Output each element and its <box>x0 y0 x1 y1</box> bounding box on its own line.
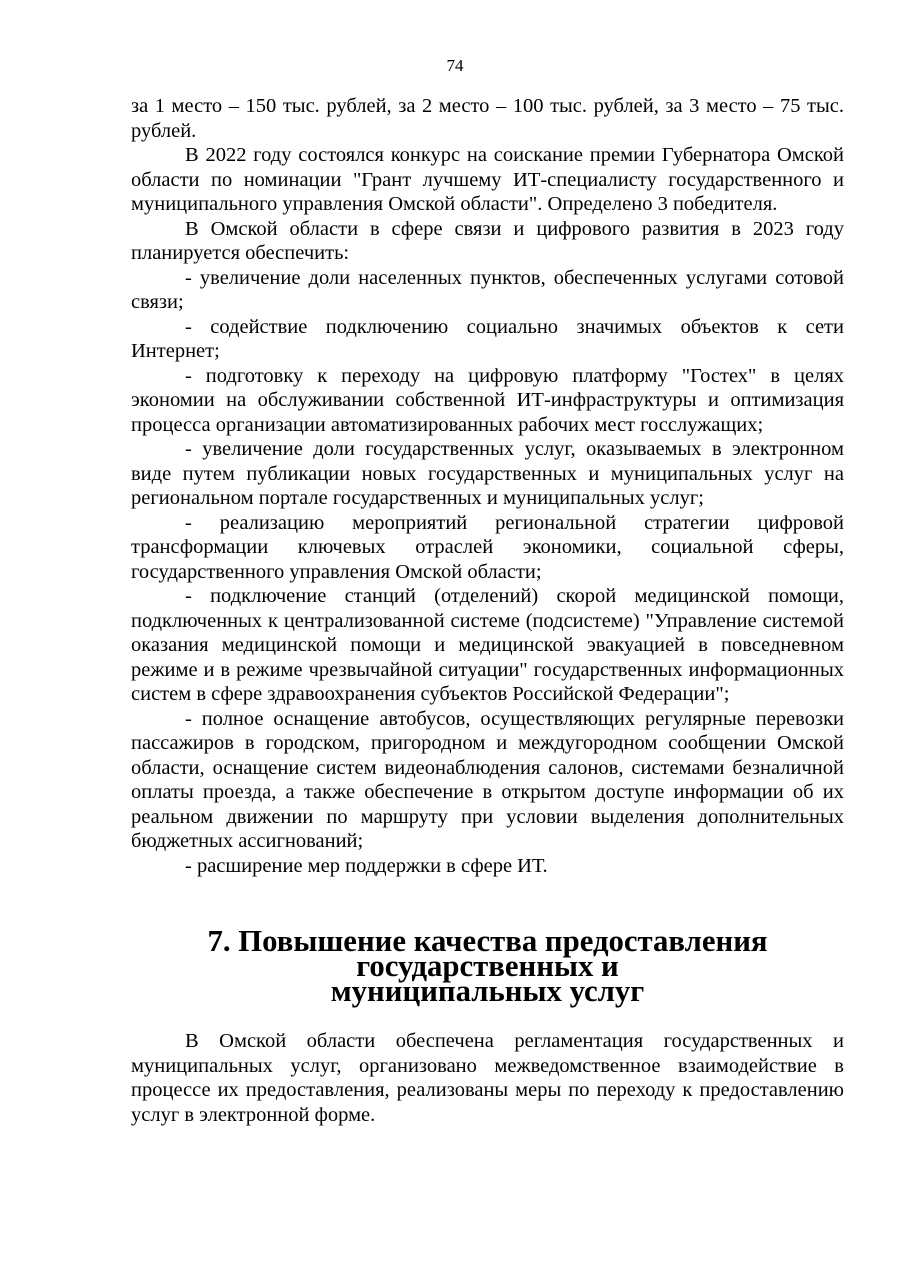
paragraph: - полное оснащение автобусов, осуществляющих регулярные перевозки пассажиров в городском, пригородном и междугородном сообщении Омской области, оснащение систем видеонаблюдения салонов, системами безналичной оплаты проезда, а также обеспечение в открытом доступе информации об их реальном движении по маршруту при условии выделения дополнительных бюджетных ассигнований; <box>131 707 844 852</box>
body-text-bottom <box>131 1029 844 1127</box>
paragraph: за 1 место – 150 тыс. рублей, за 2 место – 100 тыс. рублей, за 3 место – 75 тыс. рублей. <box>131 95 844 142</box>
paragraph: В Омской области обеспечена регламентация государственных и муниципальных услуг, организовано межведомственное взаимодействие в процессе их предоставления, реализованы меры по переходу к предоставлению услуг в электронной форме. <box>131 1030 844 1126</box>
section-heading-line-2: муниципальных услуг <box>330 974 645 1008</box>
section-heading-line-1: 7. Повышение качества предоставления государственных и <box>207 924 768 983</box>
paragraph: - расширение мер поддержки в сфере ИТ. <box>185 854 548 877</box>
paragraph: - реализацию мероприятий региональной стратегии цифровой трансформации ключевых отраслей экономики, социальной сферы, государственного управления Омской области; <box>131 511 844 583</box>
paragraph: - подготовку к переходу на цифровую платформу "Гостех" в целях экономии на обслуживании собственной ИТ-инфраструктуры и оптимизация процесса организации автоматизированных рабочих мест госслужащих; <box>131 364 844 436</box>
paragraph: В Омской области в сфере связи и цифрового развития в 2023 году планируется обеспечить: <box>131 217 844 264</box>
paragraph: - содействие подключению социально значимых объектов к сети Интернет; <box>131 315 844 362</box>
paragraph: - увеличение доли государственных услуг, оказываемых в электронном виде путем публикации новых государственных и муниципальных услуг на региональном портале государственных и муниципальных услуг; <box>131 438 844 509</box>
paragraph: В 2022 году состоялся конкурс на соискание премии Губернатора Омской области по номинации "Грант лучшему ИТ-специалисту государственного и муниципального управления Омской области". Определено 3 победителя. <box>131 144 844 215</box>
body-text-top <box>131 94 844 878</box>
section-heading <box>131 924 844 1008</box>
paragraph: - увеличение доли населенных пунктов, обеспеченных услугами сотовой связи; <box>131 266 844 313</box>
page-number: 74 <box>446 56 464 75</box>
page-content <box>131 94 844 1127</box>
paragraph: - подключение станций (отделений) скорой медицинской помощи, подключенных к централизованной системе (подсистеме) "Управление системой оказания медицинской помощи и медицинской эвакуацией в повседневном режиме и в режиме чрезвычайной ситуации" государственных информационных систем в сфере здравоохранения субъектов Российской Федерации"; <box>131 585 844 705</box>
